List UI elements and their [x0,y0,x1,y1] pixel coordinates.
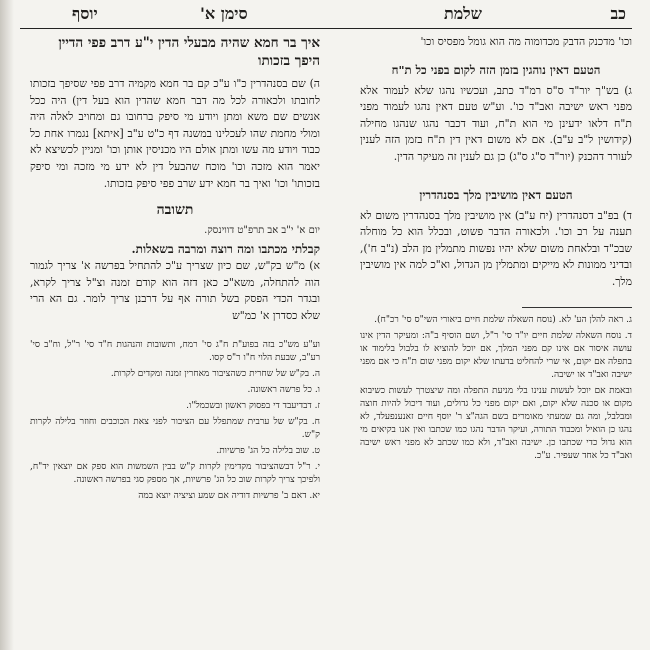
header-rule [20,28,632,29]
section-heading-4: הטעם דאין מושיבין מלך בסנהדרין [419,187,573,202]
response-title: תשובה [156,202,194,219]
intro-text: וכו' מדכנק הדבק מכדומוה מה הוא גומל מפסיס וכו' [420,35,632,48]
footnote: ט. שוב בלילה כל הג' פרשיות. [216,446,320,457]
footnote-separator [522,307,632,308]
letter-greeting: קבלתי מכתבו ומה רוצה ומרבה בשאלות. [131,242,320,257]
running-header [20,4,632,26]
section-label: סימן א' [200,4,248,23]
left-column [30,34,320,507]
footnote: י. ר"ל דבשהציבור מקדימין לקרות ק"ש בבין השמשות הוא ספק אם יוצאין יד"ח, ולפיכך צריך לקרות שוב כל הג' פרשיות, אך מספק סגי בפרשה ראשונה. [30,462,320,486]
footnote: וע"ע מש"כ בזה בפוע"ת ח"ג סי' רמח, ותשובות והנהגות ח"ד סי' ר"ל, וח"ב סי' רע"ב, שבעת הלוי ח"ו ר"ס קסו. [30,339,320,363]
footnote: ובאמת אם יוכל לעשות ענינו בלי מניעת התפלה ומה שיצטרך לעשות כשיבוא מקום או סכנה שלא יקום, ואם יקום מפני כל גדולים, ועוד דיכול להיות חוצה ומבלבל, ומה גם שמעתי מאומרים בשם הגה"צ ר' יוסף חיים זאנענפעלד, לא נהגו כן הואיל ומכבוד התורה, ועיקר הדבר נהגו כמו שכתבו ואין אנו בקיאים מי הוא גדול כדי שכתבו כן. ישיבה ואב"ד, ולא כמו שכתב לא מפני ראש ישיבה ואב"ד כל אחד שעפיר. ע"כ. [360,386,632,462]
footnote: ג. ראה להלן הע' לא. (נוסח השאלה שלמת חיים ביאורי השי"ס סי' רכ"ח). [374,314,632,325]
footnote: ה. בק"ש של שחרית כשהציבור מאחרין זמנה ומקדים לקרות. [110,368,320,379]
right-column [360,34,632,467]
footnote: ד. נוסח השאלה שלמת חיים יו"ד סי' ר"ל, ושם הוסיף ב"ה: ומעיקר הדין אינו עושה איסור אם אינו קם מפני המלך, אם יוכל להוציא לו בלבול בלימוד או בתפלה אם יקום, אי שרי להחליט בדעתו שלא יקום מפני שום ת"ח כי אם מפני ישיבה ואב"ד או ישיבה. [360,330,632,380]
book-title: שלמת [443,4,482,23]
paragraph-4: ד) בפ"ב דסנהדרין (יח ע"ב) אין מושיבין מלך בסנהדרין משום לא תענה על רב וכו'. ולכאורה הדבר פשוט, ובכלל הוא כל מוחלה שבכ"ד ובלאחת משום שלא יהיו נפשות מתמלין מן הלב (נ"ב ח'), ובדיני ממונות לא מייקים ומתמלין מן הגדול, וא"כ למה אין מושיבין מלך. [360,208,632,288]
footnote: יא. דאם ב' פרשיות דודיה אם שמע וציציה יוצא במה [138,491,320,502]
paragraph-3: ג) בש"ך יור"ד ס"ס רמ"ד כתב, ועכשיו נהגו שלא לעמוד אלא מפני ראש ישיבה ואב"ד כו'. וע"ש טעם דאין נהגו לעמוד מפני ת"ח דלאו ידעינן מי הוא ת"ח, ועוד דכבר נהגו שנהגו מחילה (קידושין ל"ב ע"ב). אם לא משום דאין דין ת"ח בזמן הזה לענין לעורר דהכנק (יור"ד ס"ג ס"ג) כן גם לענין זה מעיקר הדין. [360,83,632,163]
letter-date: יום א' י"ב אב תרפ"ט דווינסק. [204,225,320,237]
footnote: ז. דבדיעבד די בפסוק ראשון ובשכמל"ו. [186,400,320,411]
section-heading-5: איך בר חמא שהיה מבעלי הדין י"ע דרב פפי הדיין היפך בזכותו [58,35,320,69]
footnote: ח. בק"ש של ערבית שמתפלל עם הציבור לפני צאת הכוכבים וחוזר בלילה לקרות ק"ש. [30,417,320,441]
response-paragraph-1: א) מ"ש בק"ש, שם כיון שצריך ע"כ להתחיל בפרשה א' צריך לגמור הוה להתחלה, משא"כ כאן דזה הוא קודם זמנה וצ"ל צריך לקרא, ובגדר הכדי הפסק בשל תורה אף על דרבנן צריך לומר. גם הא הרי שלא כסדרן א' כמ"ש [30,259,320,322]
paragraph-5: ה) שם בסנהדרין כ"ו ע"כ קם בר חמא מקמיה דרב פפי שסיפך בזכותו לחובתו ולכאורה לכל מה דבר חמא שהדין הוא בעל דין) היה ככל אנשים שם משא ומתן ויודע מי סיפק ברחובו גם ומחויב לאלה היה ומולי מחמת שהו לעכלינו במשנה דף כ"ט ע"ב [איתא] נגמרו אחת כל כבוד ויודע מה עשו ומתן אולם היו מכניסין אותן וכו' ומניין לכשיצא לא יאמר הוא מזכה וכו' מוכח שהבעל דין לא ידע מי מזכה ומי סיפק בזכותו' וכו' ואיך בר חמא ידע שרב פפי סיפק בזכותו. [30,77,320,190]
section-heading-3: הטעם דאין נוהגין בזמן הזה לקום בפני כל ת"ח [391,62,601,77]
page-number: כב [610,4,626,23]
author-name: יוסף [72,4,98,23]
footnote: ו. כל פרשה ראשונה. [247,384,320,395]
